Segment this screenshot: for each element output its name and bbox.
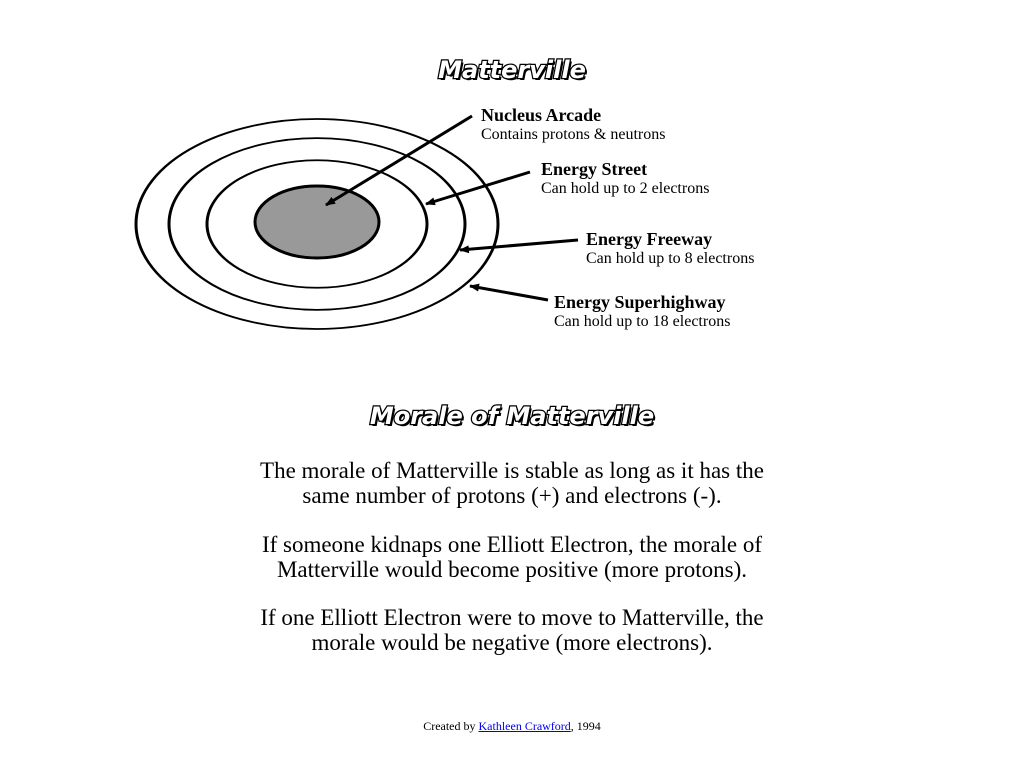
paragraph-line: If one Elliott Electron were to move to Matterville, the (260, 605, 764, 630)
arrow-energy-freeway (460, 240, 578, 250)
label-energy-superhighway: Energy Superhighway (554, 292, 726, 312)
paragraph-line: same number of protons (+) and electrons (-). (302, 483, 722, 508)
footer-credit (0, 719, 1024, 734)
label-energy-superhighway-desc: Can hold up to 18 electrons (554, 313, 731, 330)
arrow-energy-superhighway (470, 286, 548, 300)
label-energy-freeway-desc: Can hold up to 8 electrons (586, 250, 755, 267)
paragraph-positive (0, 532, 1024, 582)
paragraph-line: Matterville would become positive (more protons). (276, 557, 748, 582)
author-link[interactable]: Kathleen Crawford (478, 719, 571, 733)
label-nucleus-arcade-desc: Contains protons & neutrons (481, 126, 666, 143)
paragraph-line: morale would be negative (more electrons). (311, 630, 713, 655)
nucleus (255, 186, 379, 258)
label-energy-street: Energy Street (541, 159, 648, 179)
paragraph-line: If someone kidnaps one Elliott Electron, the morale of (261, 532, 763, 557)
footer-prefix: Created by (423, 719, 479, 733)
diagram-title: Matterville (438, 56, 586, 84)
arrow-nucleus (326, 116, 472, 205)
footer-suffix: , 1994 (570, 719, 601, 733)
paragraph-line: The morale of Matterville is stable as long as it has the (260, 458, 764, 483)
label-nucleus-arcade: Nucleus Arcade (481, 105, 602, 125)
morale-title: Morale of Matterville (369, 402, 655, 430)
label-energy-freeway: Energy Freeway (586, 229, 713, 249)
paragraph-negative (0, 605, 1024, 655)
label-energy-street-desc: Can hold up to 2 electrons (541, 180, 710, 197)
paragraph-stable (0, 458, 1024, 508)
